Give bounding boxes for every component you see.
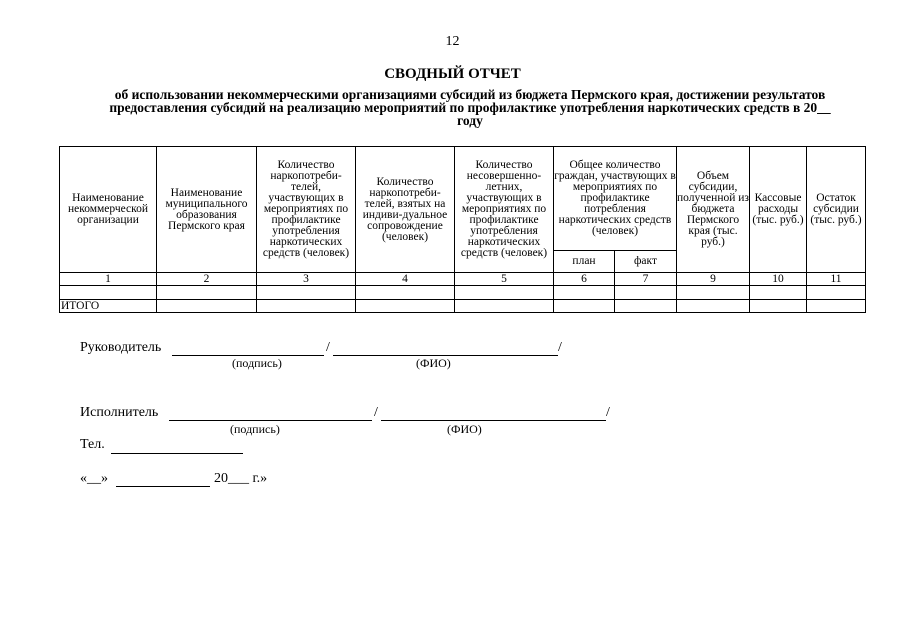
table-cell	[157, 300, 257, 313]
document-title: СВОДНЫЙ ОТЧЕТ	[384, 66, 521, 82]
table-cell	[750, 300, 807, 313]
header-drug-users-individual-support: Количество наркопотреби-телей, взятых на индиви-дуальное сопровождение (человек)	[356, 147, 455, 273]
table-cell	[554, 286, 615, 300]
table-cell	[356, 300, 455, 313]
column-number: 1	[60, 273, 157, 286]
executor-label: Исполнитель	[80, 405, 159, 420]
head-signature-caption: (подпись)	[232, 356, 282, 370]
table-cell	[615, 300, 677, 313]
header-organization: Наименование некоммерческой организации	[60, 147, 157, 273]
table-cell	[455, 300, 554, 313]
column-numbers-row	[60, 273, 866, 286]
column-number: 9	[677, 273, 750, 286]
phone-label: Тел.	[80, 437, 105, 452]
table-cell	[750, 286, 807, 300]
table-cell	[807, 300, 866, 313]
column-number: 4	[356, 273, 455, 286]
header-cash-expenses: Кассовые расходы (тыс. руб.)	[750, 147, 807, 273]
table-cell	[257, 286, 356, 300]
document-subtitle: об использовании некоммерческими организациями субсидий из бюджета Пермского края, достижении результатов предоставления субсидий на реализацию мероприятий по профилактике употребления наркотических средств в 20__ году	[109, 87, 831, 128]
head-label: Руководитель	[80, 340, 162, 355]
table-cell	[807, 286, 866, 300]
header-total-citizens: Общее количество граждан, участвующих в мероприятиях по профилактике потребления наркотических средств (человек)	[554, 147, 677, 251]
table-cell	[677, 300, 750, 313]
executor-slash: /	[374, 405, 378, 420]
executor-fio-caption: (ФИО)	[447, 422, 482, 436]
header-plan: план	[554, 251, 615, 273]
executor-fio-line	[381, 420, 606, 421]
date-year: 20___ г.»	[214, 471, 268, 486]
header-minors-participating: Количество несовершенно-летних, участвующих в мероприятиях по профилактике употребления наркотических средств (человек)	[455, 147, 554, 273]
header-subsidy-balance: Остаток субсидии (тыс. руб.)	[807, 147, 866, 273]
header-drug-users-participating: Количество наркопотреби-телей, участвующих в мероприятиях по профилактике употребления наркотических средств (человек)	[257, 147, 356, 273]
date-month-line	[116, 486, 210, 487]
column-number: 2	[157, 273, 257, 286]
column-number: 10	[750, 273, 807, 286]
executor-signature-line	[169, 420, 372, 421]
column-number: 6	[554, 273, 615, 286]
header-subsidy-volume: Объем субсидии, полученной из бюджета Пермского края (тыс. руб.)	[677, 147, 750, 273]
table-cell	[60, 286, 157, 300]
column-number: 11	[807, 273, 866, 286]
report-table	[59, 146, 866, 313]
table-row	[60, 286, 866, 300]
page-number: 12	[445, 34, 460, 49]
header-fact: факт	[615, 251, 677, 273]
total-label: ИТОГО	[60, 300, 157, 313]
column-number: 7	[615, 273, 677, 286]
table-cell	[455, 286, 554, 300]
column-number: 5	[455, 273, 554, 286]
table-cell	[257, 300, 356, 313]
table-cell	[157, 286, 257, 300]
phone-line	[111, 453, 243, 454]
table-cell	[615, 286, 677, 300]
total-row	[60, 300, 866, 313]
table-cell	[356, 286, 455, 300]
executor-slash-end: /	[606, 405, 610, 420]
header-municipality: Наименование муниципального образования Пермского края	[157, 147, 257, 273]
table-cell	[554, 300, 615, 313]
column-number: 3	[257, 273, 356, 286]
head-fio-caption: (ФИО)	[416, 356, 451, 370]
head-slash: /	[326, 340, 330, 355]
table-cell	[677, 286, 750, 300]
head-slash-end: /	[558, 340, 562, 355]
executor-signature-caption: (подпись)	[230, 422, 280, 436]
date-day: «__»	[80, 471, 108, 486]
